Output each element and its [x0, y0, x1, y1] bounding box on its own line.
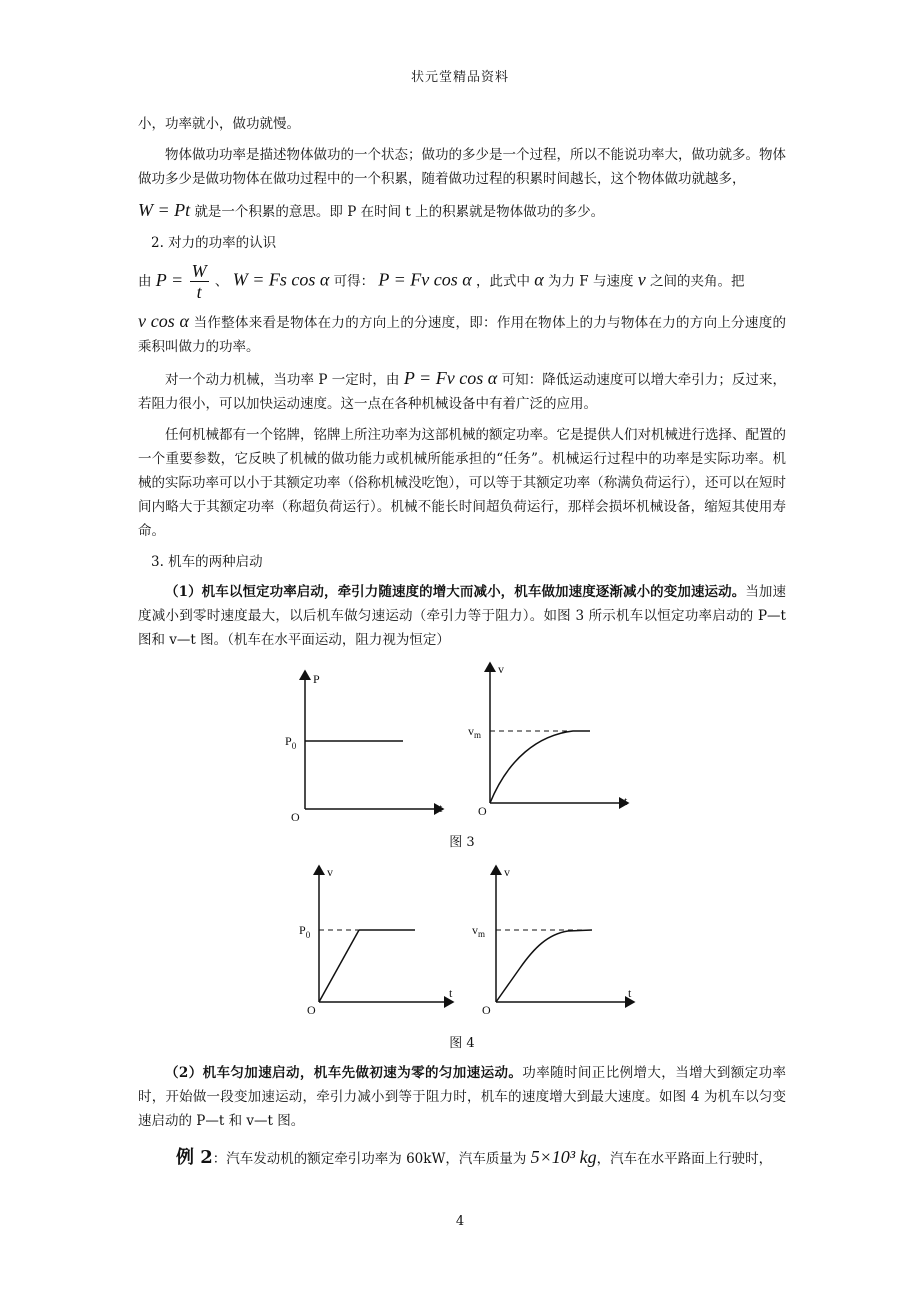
label-p0: $P_0$ — [299, 923, 311, 940]
example-text-a: 汽车发动机的额定牵引功率为 60kW，汽车质量为 — [226, 1151, 527, 1167]
text-weili: 为力 F 与速度 — [548, 273, 634, 290]
axis-label-v: v — [498, 662, 504, 676]
paragraph-2 — [138, 198, 786, 224]
page-header: 状元堂精品资料 — [410, 70, 509, 85]
text-you: 由 — [138, 273, 152, 290]
paragraph-5 — [138, 366, 786, 416]
text-sep: 、 — [214, 273, 229, 290]
paragraph-0: 小，功率就小，做功就慢。 — [138, 116, 300, 132]
paragraph-4-text: 当作整体来看是物体在力的方向上的分速度，即：作用在物体上的力与物体在力的方向上分速度的乘积叫做力的功率。 — [138, 315, 786, 355]
paragraph-7 — [138, 580, 786, 652]
paragraph-2-text: 就是一个积累的意思。即 P 在时间 t 上的积累就是物体做功的多少。 — [194, 204, 605, 220]
paragraph-4 — [138, 309, 786, 359]
formula-p-fvcos: P = Fv cos α — [378, 269, 472, 290]
formula-p-w-t: P = $\frac{W}{t}$ — [155, 261, 207, 302]
symbol-v: v — [637, 269, 646, 290]
paragraph-5-lead: 对一个动力机械，当功率 P 一定时，由 — [165, 372, 400, 388]
velocity-curve — [490, 731, 590, 803]
example-2 — [138, 1145, 786, 1171]
page-number: 4 — [455, 1214, 465, 1229]
section-heading-2: 2. 对力的功率的认识 — [151, 235, 277, 251]
figure-4 — [138, 860, 786, 1030]
paragraph-6: 任何机械都有一个铭牌，铭牌上所注功率为这部机械的额定功率。它是提供人们对机械进行选择、配置的一个重要参数，它反映了机械的做功能力或机械所能承担的“任务”。机械运行过程中的功率是实际功率。机械的实际功率可以小于其额定功率（俗称机械没吃饱），可以等于其额定功率（称满负荷运行），还可以在短时间内略大于其额定功率（称超负荷运行）。机械不能长时间超负荷运行，那样会损坏机械设备，缩短其使用寿命。 — [138, 427, 786, 539]
paragraph-7-bold: （1）机车以恒定功率启动，牵引力随速度的增大而减小，机车做加速度逐渐减小的变加速运动。 — [165, 584, 746, 600]
fig3-p-t-graph — [283, 659, 473, 829]
fig4-v-t-graph — [468, 860, 658, 1030]
paragraph-8-bold: （2）机车匀加速启动，机车先做初速为零的匀加速运动。 — [165, 1065, 523, 1081]
velocity-curve — [496, 930, 592, 1002]
label-p0: $P_0$ — [285, 734, 297, 751]
text-kede: 可得： — [333, 273, 375, 290]
text-jiajiao: 之间的夹角。把 — [650, 273, 745, 290]
origin-label: O — [307, 1003, 316, 1017]
symbol-alpha: α — [534, 269, 544, 290]
label-vm: $v_m$ — [472, 923, 486, 939]
formula-vcos: v cos α — [138, 311, 189, 331]
formula-w-pt: W = Pt — [138, 200, 191, 220]
origin-label: O — [291, 810, 300, 824]
paragraph-5-text: 可知：降低运动速度可以增大牵引力；反过来，若阻力很小，可以加快运动速度。这一点在各种机械设备中有着广泛的应用。 — [138, 372, 787, 412]
axis-label-t: t — [624, 794, 628, 808]
formula-p-fvcos-2: P = Fv cos α — [403, 368, 498, 388]
axis-label-t: t — [628, 986, 632, 1000]
axis-label-t: t — [439, 801, 443, 815]
power-ramp — [319, 930, 359, 1002]
section-heading-3: 3. 机车的两种启动 — [151, 554, 263, 570]
axis-label-v: v — [504, 865, 510, 879]
origin-label: O — [478, 804, 487, 818]
fig4-p-t-graph — [283, 860, 473, 1030]
paragraph-7-text: 当加速度减小到零时速度最大，以后机车做匀速运动（牵引力等于阻力）。如图 3 所示机车以恒定功率启动的 P—t 图和 v—t 图。（机车在水平面运动，阻力视为恒定） — [138, 584, 786, 648]
paragraph-8 — [138, 1061, 786, 1133]
document-body — [138, 112, 786, 1178]
fig3-v-t-graph — [468, 659, 658, 829]
figure-3 — [138, 659, 786, 829]
axis-label-t: t — [449, 986, 453, 1000]
paragraph-1: 物体做功功率是描述物体做功的一个状态；做功的多少是一个过程，所以不能说功率大，做功就多。物体做功多少是做功物体在做功过程中的一个积累，随着做功过程的积累时间越长，这个物体做功就越多， — [138, 147, 786, 187]
paragraph-8-text: 功率随时间正比例增大，当增大到额定功率时，开始做一段变加速运动，牵引力减小到等于阻力时，机车的速度增大到最大速度。如图 4 为机车以匀变速启动的 P—t 和 v—t 图。 — [138, 1065, 786, 1129]
example-colon: ： — [212, 1151, 227, 1167]
formula-w-fscos: W = Fs cos α — [232, 269, 330, 290]
example-label: 例 2 — [176, 1147, 213, 1168]
paragraph-3 — [138, 261, 786, 302]
formula-mass: 5×10³ kg — [530, 1147, 597, 1167]
figure-4-caption: 图 4 — [449, 1036, 475, 1051]
text-cishi: ，此式中 — [475, 273, 530, 290]
example-text-b: ，汽车在水平路面上行驶时， — [596, 1151, 773, 1167]
axis-label-p: P — [313, 672, 320, 686]
figure-3-caption: 图 3 — [449, 835, 475, 850]
axis-label-v: v — [327, 865, 333, 879]
label-vm: $v_m$ — [468, 724, 482, 740]
origin-label: O — [482, 1003, 491, 1017]
